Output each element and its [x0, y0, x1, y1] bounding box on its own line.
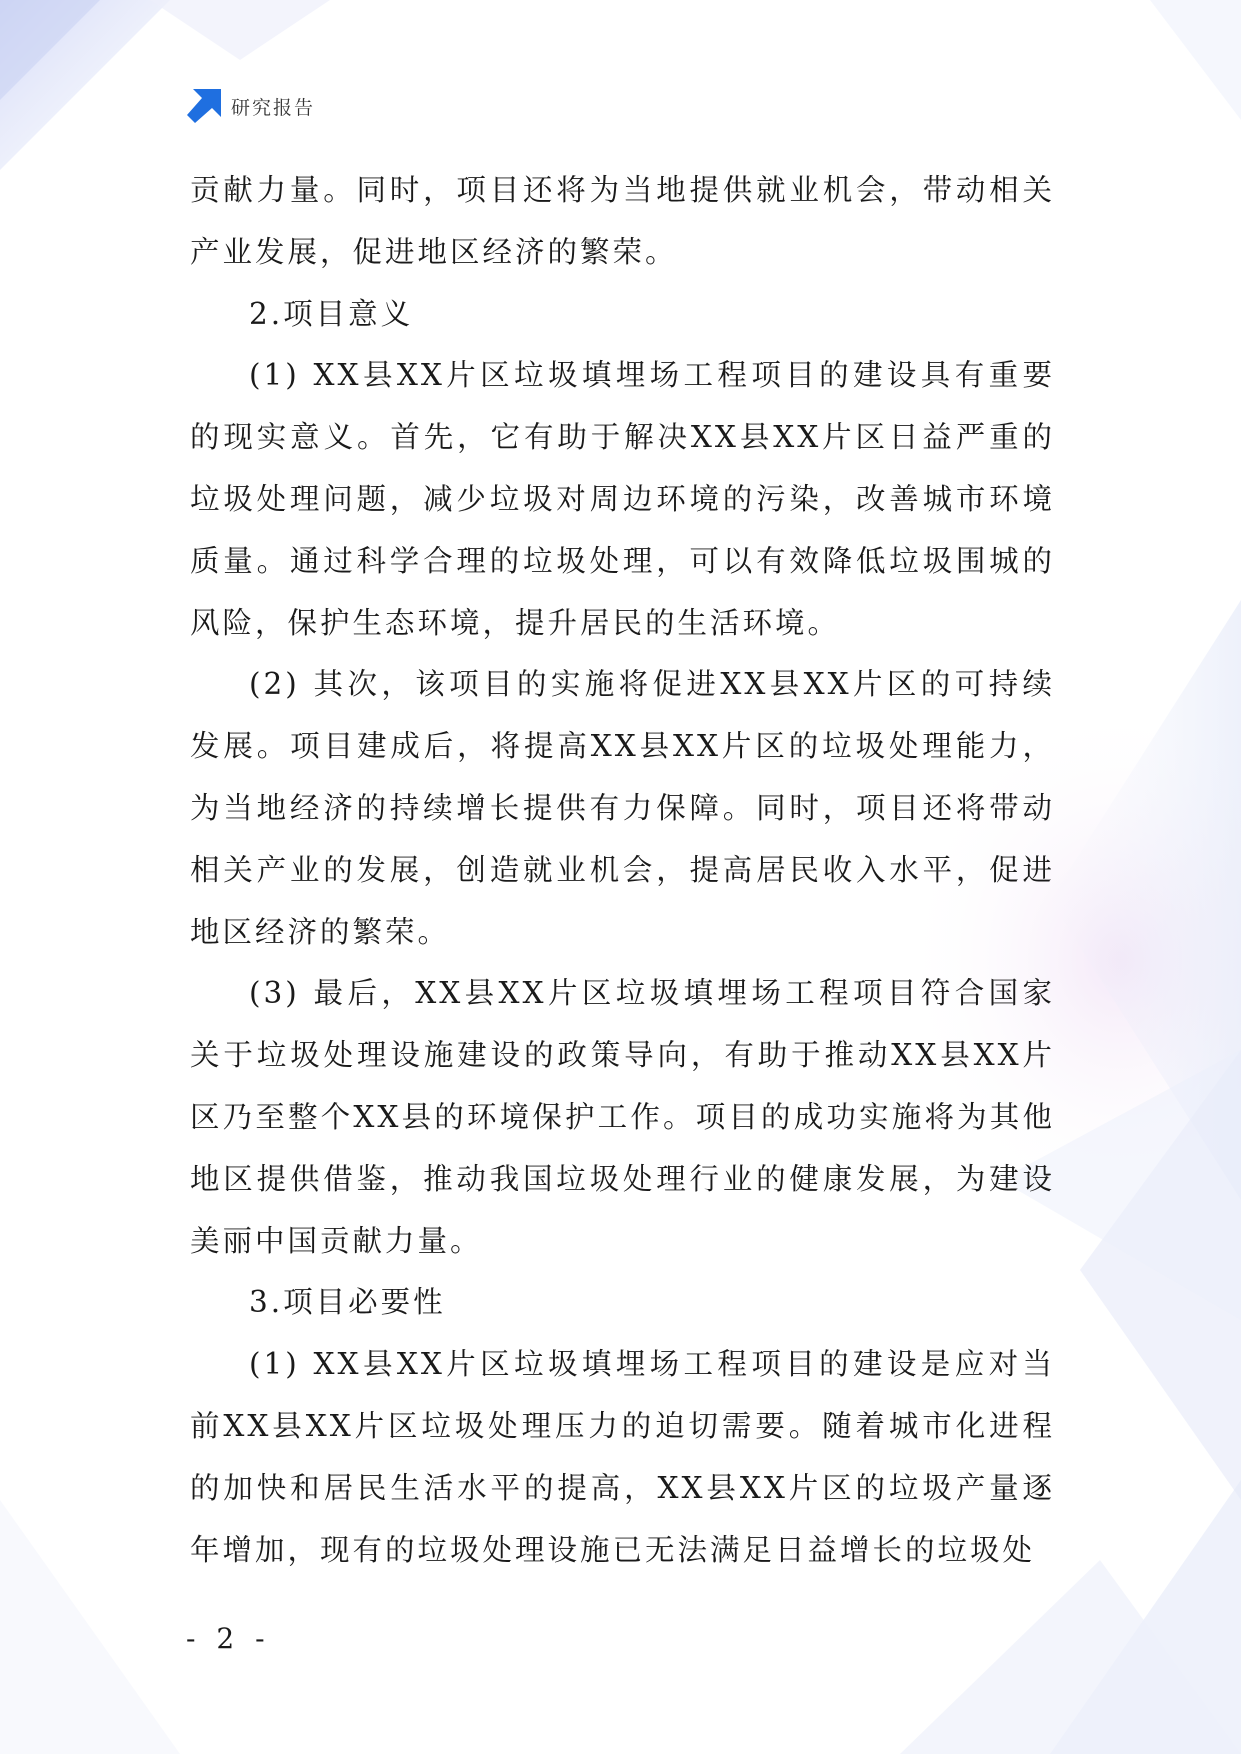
- report-header: [187, 88, 315, 124]
- arrow-up-right-icon: [187, 89, 221, 123]
- paragraph-significance-2: (2) 其次，该项目的实施将促进XX县XX片区的可持续发展。项目建成后，将提高XX县XX片区的垃圾处理能力，为当地经济的持续增长提供有力保障。同时，项目还将带动相关产业的发展，创造就业机会，提高居民收入水平，促进地区经济的繁荣。: [190, 667, 1055, 949]
- document-body: [190, 160, 1055, 1581]
- header-title: 研究报告: [231, 96, 316, 119]
- paragraph-continuation: 贡献力量。同时，项目还将为当地提供就业机会，带动相关产业发展，促进地区经济的繁荣。: [190, 173, 1055, 269]
- paragraph-significance-3: (3) 最后，XX县XX片区垃圾填埋场工程项目符合国家关于垃圾处理设施建设的政策导向，有助于推动XX县XX片区乃至整个XX县的环境保护工作。项目的成功实施将为其他地区提供借鉴，推动我国垃圾处理行业的健康发展，为建设美丽中国贡献力量。: [190, 976, 1055, 1258]
- paragraph-significance-1: (1) XX县XX片区垃圾填埋场工程项目的建设具有重要的现实意义。首先，它有助于解决XX县XX片区日益严重的垃圾处理问题，减少垃圾对周边环境的污染，改善城市环境质量。通过科学合理的垃圾处理，可以有效降低垃圾围城的风险，保护生态环境，提升居民的生活环境。: [190, 358, 1055, 640]
- section-heading-necessity: 3.项目必要性: [249, 1285, 446, 1320]
- page-number: - 2 -: [186, 1622, 271, 1655]
- section-heading-significance: 2.项目意义: [249, 296, 414, 331]
- paragraph-necessity-1: (1) XX县XX片区垃圾填埋场工程项目的建设是应对当前XX县XX片区垃圾处理压力的迫切需要。随着城市化进程的加快和居民生活水平的提高，XX县XX片区的垃圾产量逐年增加，现有的垃圾处理设施已无法满足日益增长的垃圾处: [190, 1347, 1055, 1567]
